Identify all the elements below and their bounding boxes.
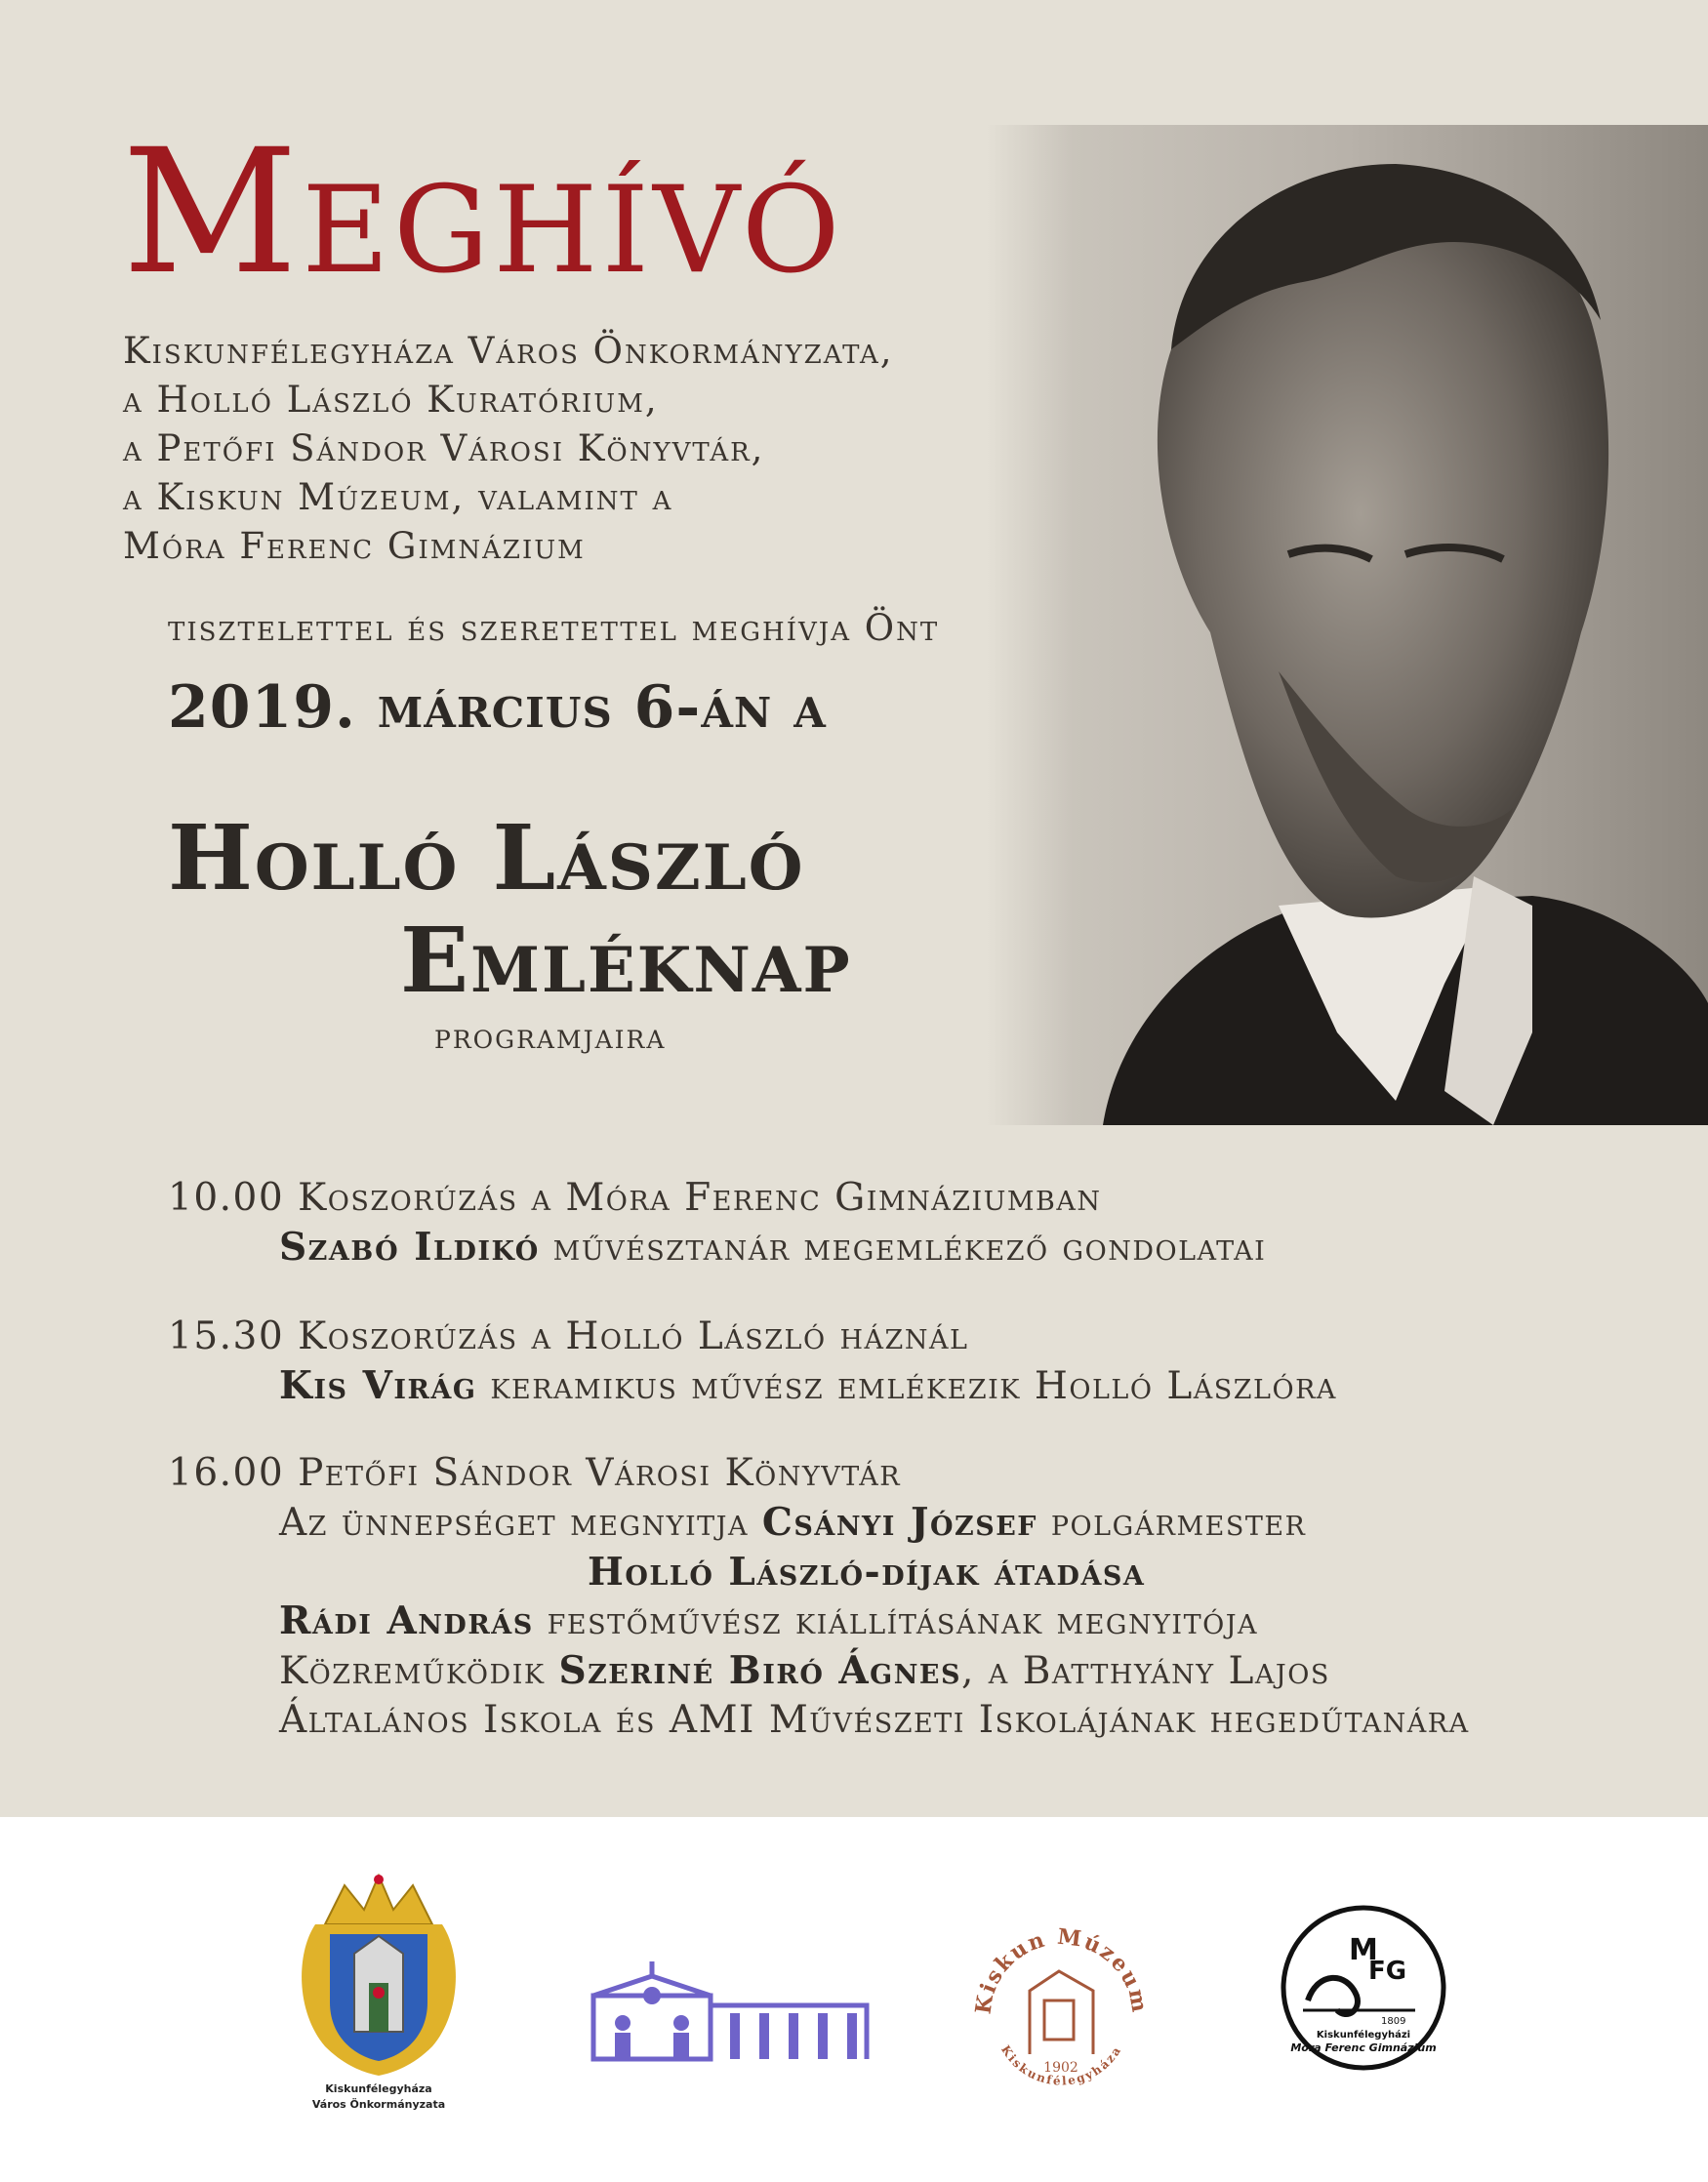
school-abbr-m: M: [1349, 1933, 1378, 1967]
coat-of-arms-icon: [286, 1866, 471, 2081]
school-logo: [1279, 1903, 1449, 2074]
opening-text: Az ünnepséget megnyitja: [279, 1501, 762, 1545]
event-date: 2019. március 6-án a: [168, 673, 827, 742]
schedule-item: [168, 1174, 1266, 1273]
organizer-line: Móra Ferenc Gimnázium: [123, 525, 586, 567]
city-coat-of-arms-logo: [286, 1866, 471, 2120]
invitation-title: Meghívó: [122, 112, 844, 312]
organizer-line: Kiskunfélegyháza Város Önkormányzata,: [123, 330, 894, 372]
schedule-detail: [168, 1361, 1337, 1411]
city-logo-line1: Kiskunfélegyháza: [325, 2082, 432, 2095]
opening-person: Csányi József: [761, 1500, 1037, 1545]
schedule-time: 10.00: [168, 1176, 285, 1220]
organizer-line: a Petőfi Sándor Városi Könyvtár,: [123, 427, 765, 469]
opening-line: [168, 1498, 1470, 1548]
exhibit-person: Rádi András: [279, 1598, 534, 1643]
performer-affiliation: , a Batthyány Lajos: [961, 1649, 1330, 1693]
programs-label: programjaira: [434, 1017, 667, 1057]
performer-line-2: Általános Iskola és AMI Művészeti Iskolájának hegedűtanára: [279, 1698, 1470, 1742]
awards-line: Holló László-díjak átadása: [588, 1550, 1146, 1595]
school-name-line1: Kiskunfélegyházi: [1316, 2030, 1411, 2041]
exhibit-line: [168, 1596, 1470, 1646]
event-name: Emléknap: [400, 908, 852, 1013]
schedule-item: [168, 1449, 1470, 1745]
museum-city: Kiskunfélegyháza: [998, 2042, 1124, 2088]
schedule-headline: [168, 1174, 1266, 1223]
schedule-item: [168, 1313, 1337, 1411]
performer-text: Közreműködik: [279, 1649, 559, 1693]
schedule-headline: [168, 1313, 1337, 1361]
school-abbr-fg: FG: [1368, 1957, 1407, 1986]
organizer-line: a Kiskun Múzeum, valamint a: [123, 476, 673, 518]
schedule-time: 15.30: [168, 1314, 285, 1358]
organizers-list: [123, 327, 894, 571]
schedule-person: Kis Virág: [279, 1363, 477, 1408]
performer-line: [168, 1646, 1470, 1696]
schedule-detail-text: keramikus művész emlékezik Holló Lászlóra: [476, 1364, 1337, 1408]
schedule-person: Szabó Ildikó: [279, 1225, 540, 1270]
schedule-headline: [168, 1449, 1470, 1498]
library-logo: [584, 1957, 876, 2064]
greeting-line: tisztelettel és szeretettel meghívja Önt: [168, 607, 940, 649]
schedule-title: Koszorúzás a Holló László háznál: [298, 1314, 969, 1358]
performer-person: Szeriné Biró Ágnes: [558, 1648, 962, 1693]
schedule-detail-text: művésztanár megemlékező gondolatai: [539, 1226, 1267, 1270]
opening-role: polgármester: [1037, 1501, 1307, 1545]
portrait-photo: [986, 125, 1708, 1125]
museum-logo: [966, 1908, 1157, 2103]
museum-year: 1902: [1043, 2060, 1078, 2076]
schedule-time: 16.00: [168, 1451, 285, 1495]
school-year: 1809: [1381, 2016, 1406, 2027]
schedule-title: Petőfi Sándor Városi Könyvtár: [298, 1451, 902, 1495]
organizer-line: a Holló László Kuratórium,: [123, 379, 659, 421]
city-logo-line2: Város Önkormányzata: [311, 2098, 446, 2111]
school-name-line2: Móra Ferenc Gimnázium: [1290, 2041, 1437, 2054]
honoree-name: Holló László: [168, 805, 805, 910]
schedule-detail: [168, 1223, 1266, 1273]
museum-name: Kiskun Múzeum: [970, 1923, 1153, 2016]
svg-text:Kiskun Múzeum: [970, 1924, 1152, 2016]
exhibit-text: festőművész kiállításának megnyitója: [533, 1599, 1259, 1643]
schedule-title: Koszorúzás a Móra Ferenc Gimnáziumban: [298, 1176, 1102, 1220]
